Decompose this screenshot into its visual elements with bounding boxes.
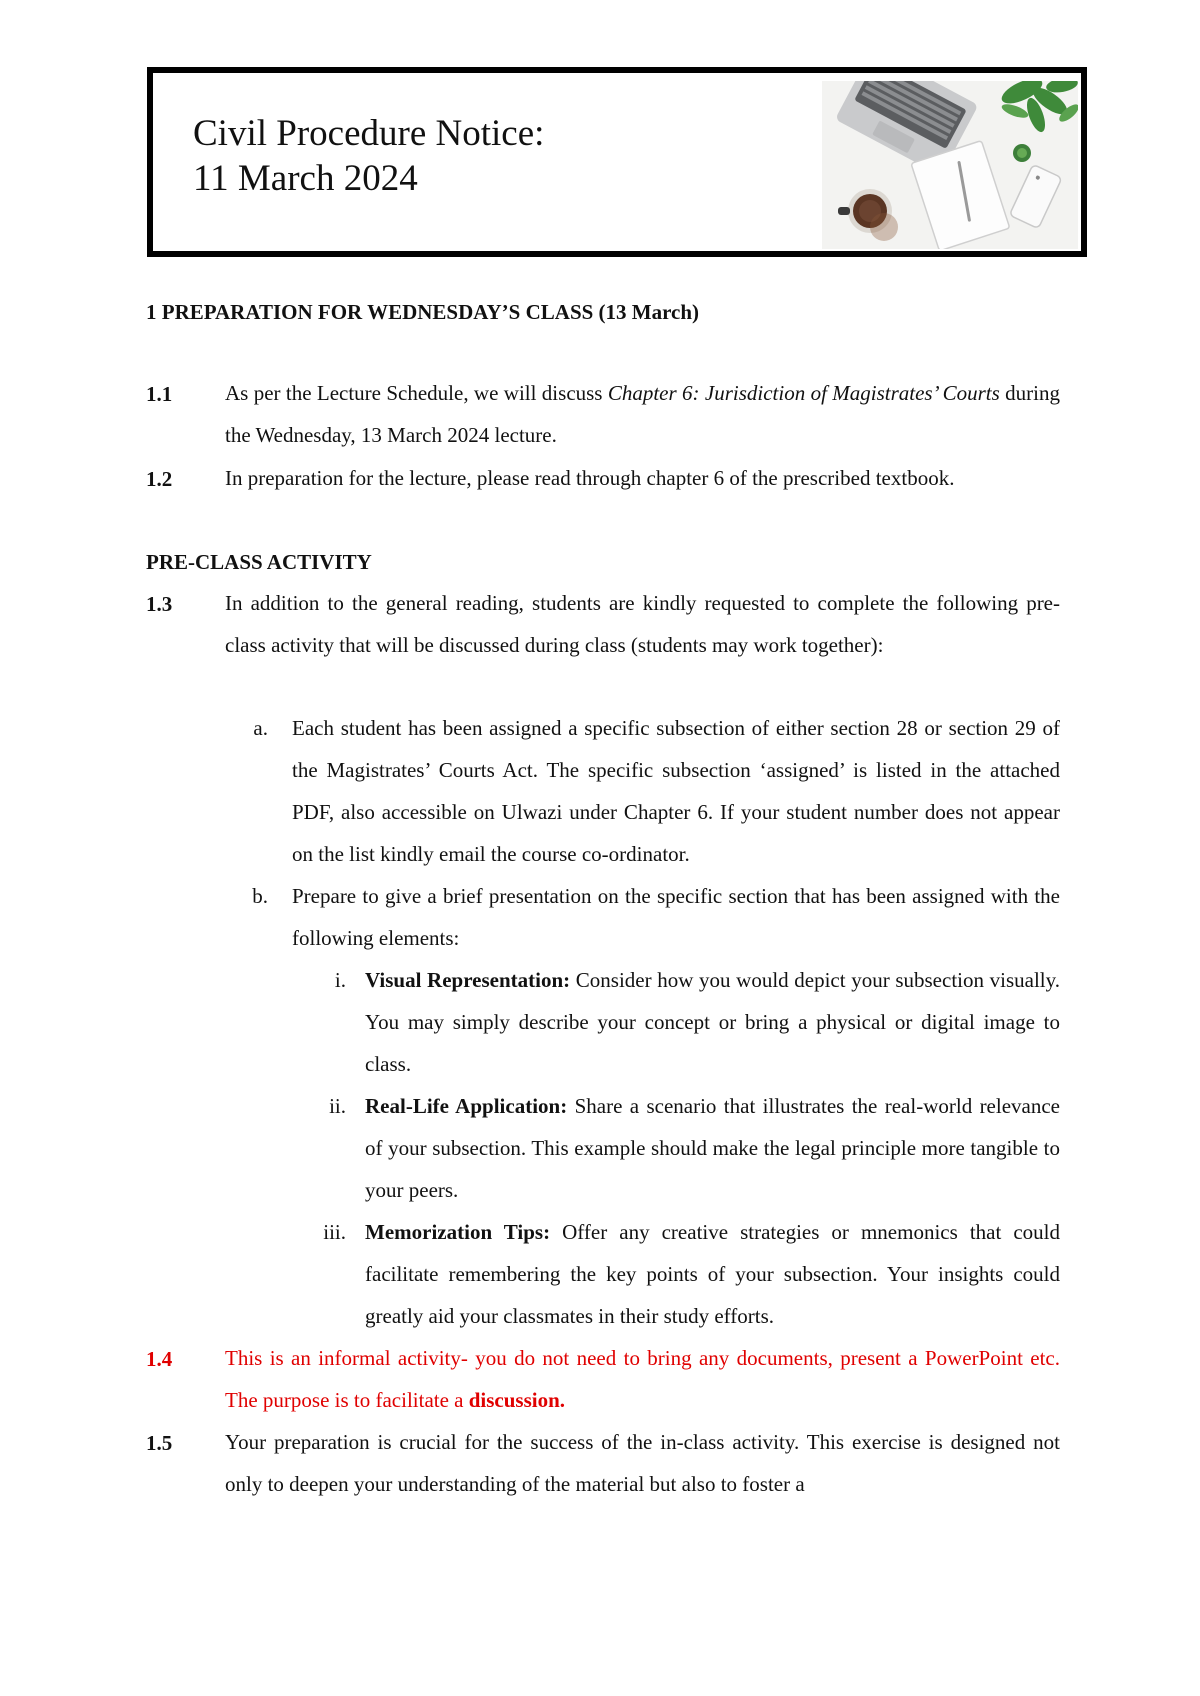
desk-photo-image [822,81,1078,249]
item-iii [365,1211,1060,1337]
notice-title [193,111,544,201]
para-number-1-5: 1.5 [146,1431,173,1455]
item-i [365,959,1060,1085]
chapter-reference: Chapter 6: Jurisdiction of Magistrates’ Courts [607,381,1000,405]
para-1-1-text-after: during the Wednesday, 13 March 2024 lecture. [225,381,1060,447]
item-ii-marker: ii. [329,1094,346,1118]
item-a: Each student has been assigned a specific subsection of either section 28 or section 29 of the Magistrates’ Courts Act. The specific subsection ‘assigned’ is listed in the attached PDF, also accessible on Ulwazi under Chapter 6. If your student number does not appear on the list kindly email the course co-ordinator. [292,716,1060,866]
notice-title-line1: Civil Procedure Notice: [193,113,545,154]
item-i-text: Consider how you would depict your subsection visually. You may simply describe your concept or bring a physical or digital image to class. [365,968,1061,1076]
item-i-label: Visual Representation: [365,968,571,992]
para-1-3: In addition to the general reading, students are kindly requested to complete the following pre-class activity that will be discussed during class (students may work together): [225,591,1060,657]
item-i-marker: i. [334,968,346,992]
para-1-1-text-before: As per the Lecture Schedule, we will discuss [225,381,608,405]
item-iii-label: Memorization Tips: [365,1220,551,1244]
section-heading: 1 PREPARATION FOR WEDNESDAY’S CLASS (13 March) [146,300,700,324]
para-number-1-4: 1.4 [146,1347,173,1371]
para-1-4-text: This is an informal activity- you do not need to bring any documents, present a PowerPoint etc. The purpose is to facilitate a [225,1346,1060,1412]
para-1-1 [225,372,1060,456]
para-number-1-3: 1.3 [146,592,173,616]
item-iii-marker: iii. [323,1220,346,1244]
para-1-2: In preparation for the lecture, please read through chapter 6 of the prescribed textbook. [225,466,955,490]
para-1-4 [225,1337,1060,1421]
notice-header-box [147,67,1087,257]
item-b-marker: b. [252,884,268,908]
notice-title-line2: 11 March 2024 [193,158,418,199]
para-number-1-1: 1.1 [146,382,173,406]
item-ii [365,1085,1060,1211]
item-ii-label: Real-Life Application: [365,1094,568,1118]
item-ii-text: Share a scenario that illustrates the real-world relevance of your subsection. This example should make the legal principle more tangible to your peers. [365,1094,1060,1202]
item-iii-text: Offer any creative strategies or mnemonics that could facilitate remembering the key points of your subsection. Your insights could greatly aid your classmates in their study efforts. [365,1220,1060,1328]
para-1-5: Your preparation is crucial for the success of the in-class activity. This exercise is designed not only to deepen your understanding of the material but also to foster a [225,1430,1060,1496]
para-number-1-2: 1.2 [146,467,173,491]
item-a-marker: a. [253,716,268,740]
preclass-heading: PRE-CLASS ACTIVITY [146,550,372,574]
item-b: Prepare to give a brief presentation on the specific section that has been assigned with the following elements: [292,884,1060,950]
para-1-4-emphasis: discussion. [468,1388,566,1412]
